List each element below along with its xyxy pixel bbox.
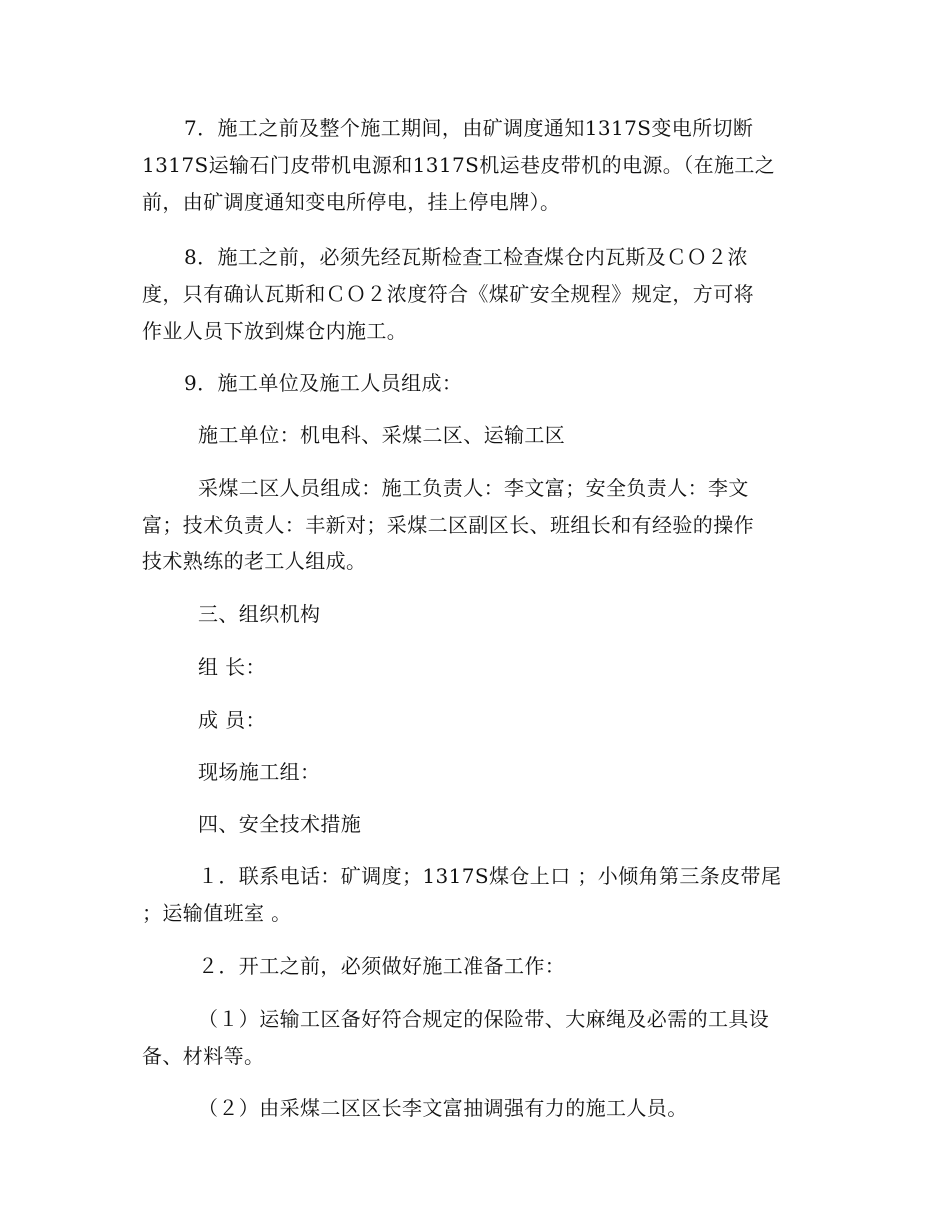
contact-line-2: ；运输值班室 。: [142, 901, 292, 925]
construction-units: 施工单位：机电科、采煤二区、运输工区: [198, 423, 566, 447]
personnel-line-1: 采煤二区人员组成：施工负责人：李文富；安全负责人：李文: [198, 476, 749, 500]
preparation-item: ２．开工之前，必须做好施工准备工作：: [198, 954, 566, 978]
onsite-team: 现场施工组：: [198, 760, 321, 784]
sub-item-1-line-2: 备、材料等。: [142, 1044, 265, 1068]
paragraph-8-line-3: 作业人员下放到煤仓内施工。: [142, 319, 408, 343]
group-members: 成 员：: [198, 708, 266, 732]
section-heading-organization: 三、组织机构: [198, 602, 321, 626]
sub-item-1-line-1: （１）运输工区备好符合规定的保险带、大麻绳及必需的工具设: [198, 1007, 770, 1031]
paragraph-9: 9．施工单位及施工人员组成：: [184, 371, 463, 395]
paragraph-7-line-1: 7．施工之前及整个施工期间，由矿调度通知1317S变电所切断: [184, 116, 754, 140]
contact-line-1: １．联系电话：矿调度；1317S煤仓上口 ；小倾角第三条皮带尾: [198, 864, 782, 888]
group-leader: 组 长：: [198, 655, 266, 679]
paragraph-8-line-1: 8．施工之前，必须先经瓦斯检查工检查煤仓内瓦斯及ＣＯ２浓: [184, 245, 748, 269]
paragraph-7-line-2: 1317S运输石门皮带机电源和1317S机运巷皮带机的电源。（在施工之: [142, 153, 776, 177]
paragraph-8-line-2: 度，只有确认瓦斯和ＣＯ２浓度符合《煤矿安全规程》规定，方可将: [142, 282, 754, 306]
section-heading-safety: 四、安全技术措施: [198, 812, 362, 836]
sub-item-2: （２）由采煤二区区长李文富抽调强有力的施工人员。: [198, 1096, 688, 1120]
paragraph-7-line-3: 前，由矿调度通知变电所停电，挂上停电牌）。: [142, 190, 561, 214]
personnel-line-3: 技术熟练的老工人组成。: [142, 549, 367, 573]
personnel-line-2: 富；技术负责人：丰新对；采煤二区副区长、班组长和有经验的操作: [142, 513, 754, 537]
